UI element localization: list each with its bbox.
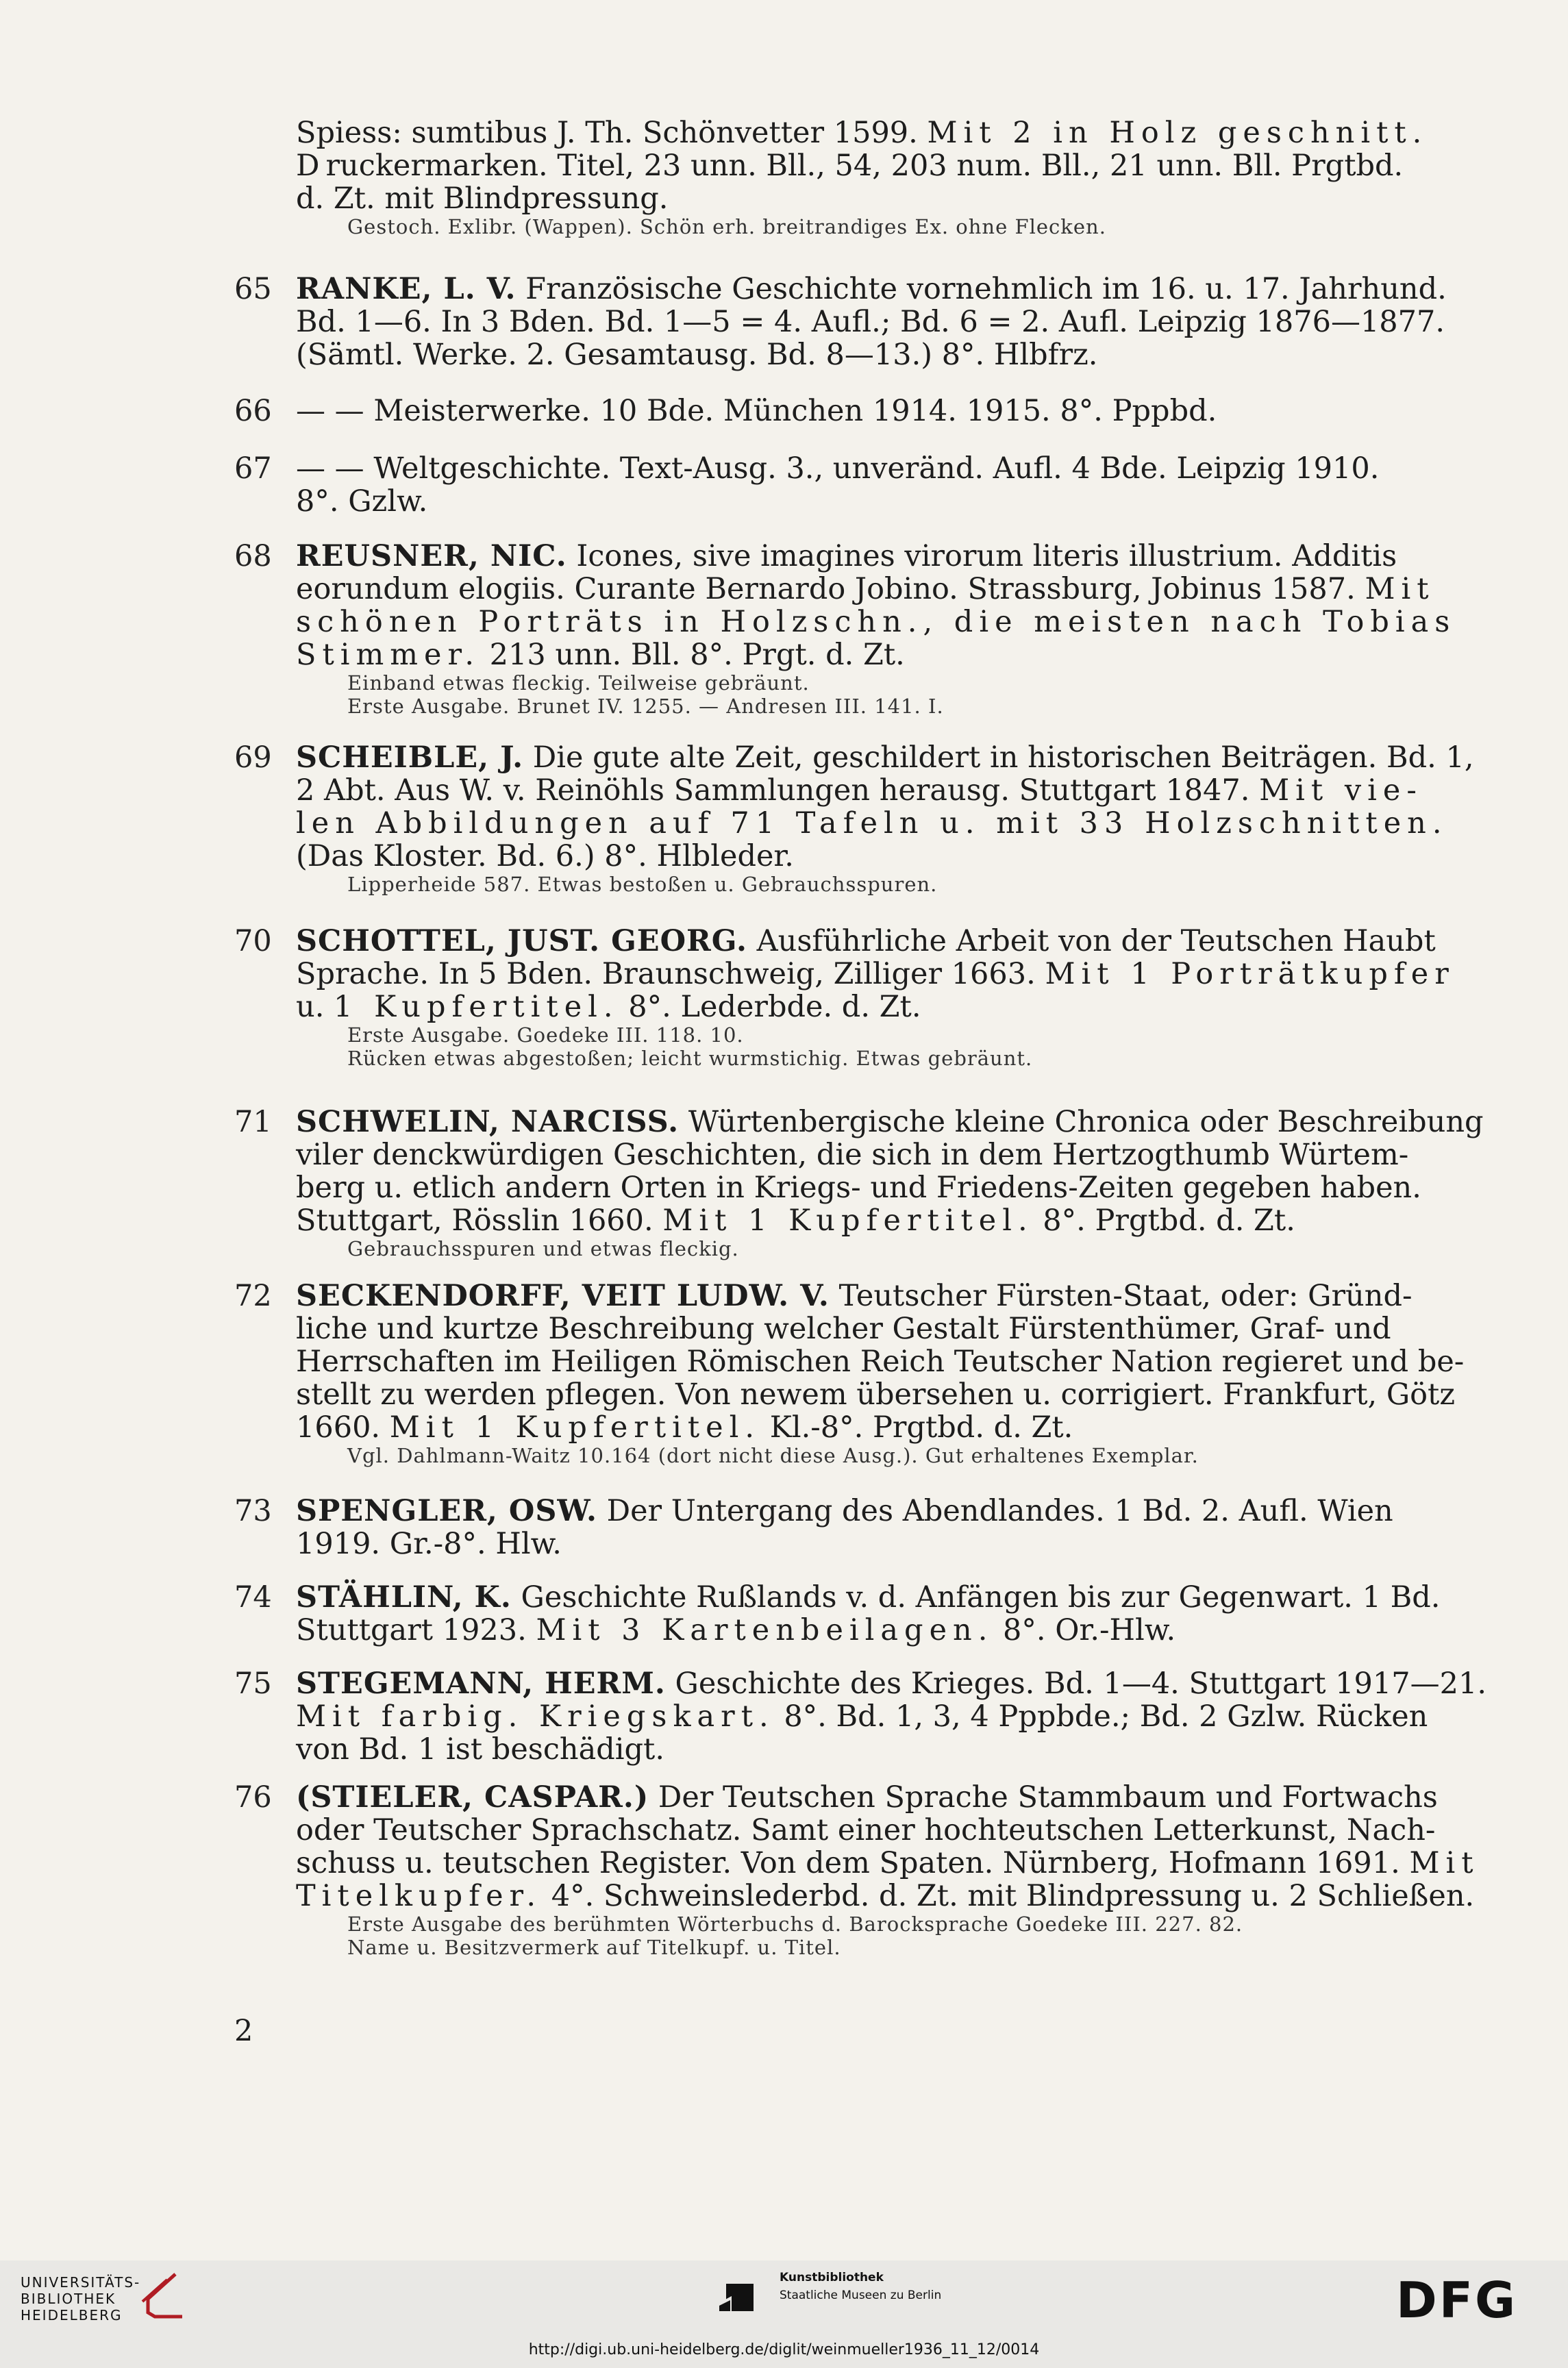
entry-71 bbox=[296, 1105, 1484, 1260]
entry-text: Sprache. In 5 Bden. Braunschweig, Zilliger 1663. bbox=[296, 957, 1036, 991]
entry-text: Teutscher Fürsten-Staat, oder: Gründ- bbox=[829, 1279, 1413, 1313]
entry-note: Name u. Besitzvermerk auf Titelkupf. u. Titel. bbox=[347, 1936, 841, 1959]
entry-text: Der Teutschen Sprache Stammbaum und Fortwachs bbox=[649, 1780, 1438, 1815]
entry-note: Rücken etwas abgestoßen; leicht wurmstichig. Etwas gebräunt. bbox=[347, 1047, 1033, 1070]
entry-text: 8°. Prgtbd. d. Zt. bbox=[1033, 1204, 1295, 1238]
entry-text: Geschichte Rußlands v. d. Anfängen bis zur Gegenwart. 1 Bd. bbox=[511, 1580, 1441, 1615]
entry-note: Lipperheide 587. Etwas bestoßen u. Gebrauchsspuren. bbox=[347, 873, 938, 896]
entry-note: Vgl. Dahlmann-Waitz 10.164 (dort nicht diese Ausg.). Gut erhaltenes Exemplar. bbox=[347, 1444, 1199, 1467]
entry-author: RANKE, L. V. bbox=[296, 272, 517, 306]
entry-author: REUSNER, NIC. bbox=[296, 539, 567, 573]
entry-spaced: Mit 1 Kupfertitel. bbox=[389, 1410, 761, 1445]
entry-author: SCHOTTEL, JUST. GEORG. bbox=[296, 924, 747, 958]
entry-number: 65 bbox=[234, 272, 272, 306]
ub-logo-line: BIBLIOTHEK bbox=[21, 2291, 116, 2307]
ub-heidelberg-mark-icon bbox=[134, 2271, 186, 2319]
entry-number: 70 bbox=[234, 924, 272, 958]
entry-spaced: Mit vie- bbox=[1259, 773, 1423, 808]
entry-text: (Sämtl. Werke. 2. Gesamtausg. Bd. 8—13.) 8°. Hlbfrz. bbox=[296, 338, 1098, 372]
entry-text: eorundum elogiis. Curante Bernardo Jobino. Strassburg, Jobinus 1587. bbox=[296, 572, 1356, 606]
entry-author: SCHWELIN, NARCISS. bbox=[296, 1105, 680, 1139]
intro-d-prefix: D bbox=[296, 149, 326, 183]
entry-spaced: Stimmer. bbox=[296, 638, 480, 672]
entry-text: Bd. 1—6. In 3 Bden. Bd. 1—5 = 4. Aufl.; Bd. 6 = 2. Aufl. Leipzig 1876—1877. bbox=[296, 305, 1445, 339]
entry-70 bbox=[296, 924, 1455, 1070]
entry-74 bbox=[296, 1580, 1441, 1647]
entry-text: Herrschaften im Heiligen Römischen Reich Teutscher Nation regieret und be- bbox=[296, 1345, 1465, 1379]
entry-text: berg u. etlich andern Orten in Kriegs- und Friedens-Zeiten gegeben haben. bbox=[296, 1171, 1421, 1205]
entry-text: — — Meisterwerke. 10 Bde. München 1914. 1915. 8°. Pppbd. bbox=[296, 394, 1217, 428]
entry-number: 68 bbox=[234, 539, 272, 573]
source-url-link[interactable]: http://digi.ub.uni-heidelberg.de/diglit/weinmueller1936_11_12/0014 bbox=[528, 2341, 1040, 2358]
entry-text: Der Untergang des Abendlandes. 1 Bd. 2. Aufl. Wien bbox=[597, 1494, 1393, 1528]
entry-spaced: schönen Porträts in Holzschn., die meisten nach Tobias bbox=[296, 605, 1456, 639]
entry-text: oder Teutscher Sprachschatz. Samt einer hochteutschen Letterkunst, Nach- bbox=[296, 1813, 1436, 1847]
entry-text: 8°. Gzlw. bbox=[296, 484, 428, 519]
entry-text: 213 unn. Bll. 8°. Prgt. d. Zt. bbox=[480, 638, 905, 672]
entry-text: u. bbox=[296, 990, 325, 1024]
dfg-logo[interactable]: DFG bbox=[1396, 2271, 1518, 2329]
entry-author: STÄHLIN, K. bbox=[296, 1580, 512, 1615]
entry-68 bbox=[296, 539, 1456, 718]
page-number: 2 bbox=[234, 2014, 253, 2048]
intro-note: Gestoch. Exlibr. (Wappen). Schön erh. breitrandiges Ex. ohne Flecken. bbox=[347, 215, 1106, 238]
entry-69 bbox=[296, 740, 1474, 896]
entry-note: Einband etwas fleckig. Teilweise gebräunt. bbox=[347, 671, 810, 695]
entry-67 bbox=[296, 452, 1413, 518]
entry-spaced: Mit farbig. Kriegskart. bbox=[296, 1699, 775, 1734]
entry-text: liche und kurtze Beschreibung welcher Gestalt Fürstenthümer, Graf- und bbox=[296, 1312, 1391, 1346]
entry-author: SPENGLER, OSW. bbox=[296, 1494, 597, 1528]
entry-text: 8°. Bd. 1, 3, 4 Pppbde.; Bd. 2 Gzlw. Rücken bbox=[774, 1699, 1428, 1734]
entry-text: Kl.-8°. Prgtbd. d. Zt. bbox=[760, 1410, 1073, 1445]
entry-spaced: Mit 1 Kupfertitel. bbox=[662, 1204, 1034, 1238]
entry-66 bbox=[296, 395, 1413, 427]
entry-spaced: 1 Kupfertitel. bbox=[334, 990, 619, 1024]
entry-number: 69 bbox=[234, 740, 272, 775]
entry-number: 67 bbox=[234, 451, 272, 486]
entry-text: Französische Geschichte vornehmlich im 16. u. 17. Jahrhund. bbox=[516, 272, 1447, 306]
entry-spaced: Mit bbox=[1409, 1846, 1480, 1880]
entry-text: Icones, sive imagines virorum literis illustrium. Additis bbox=[567, 539, 1397, 573]
entry-note: Gebrauchsspuren und etwas fleckig. bbox=[347, 1237, 739, 1260]
entry-spaced: Mit 3 Kartenbeilagen. bbox=[536, 1613, 994, 1647]
entry-number: 72 bbox=[234, 1279, 272, 1313]
entry-spaced: len Abbildungen auf 71 Tafeln u. mit 33 Holzschnitten. bbox=[296, 806, 1448, 840]
ub-heidelberg-logo[interactable] bbox=[21, 2274, 140, 2323]
entry-text: (Das Kloster. Bd. 6.) 8°. Hlbleder. bbox=[296, 839, 794, 873]
entry-note: Erste Ausgabe des berühmten Wörterbuchs d. Barocksprache Goedeke III. 227. 82. bbox=[347, 1912, 1243, 1936]
entry-number: 71 bbox=[234, 1105, 272, 1139]
entry-spaced: Titelkupfer. bbox=[296, 1879, 543, 1913]
entry-text: viler denckwürdigen Geschichten, die sich in dem Hertzogthumb Würtem- bbox=[296, 1138, 1409, 1172]
entry-text: Stuttgart, Rösslin 1660. bbox=[296, 1204, 654, 1238]
entry-text: 1660. bbox=[296, 1410, 381, 1445]
entry-text: 8°. Lederbde. d. Zt. bbox=[619, 990, 921, 1024]
entry-text: Geschichte des Krieges. Bd. 1—4. Stuttgart 1917—21. bbox=[665, 1667, 1486, 1701]
entry-73 bbox=[296, 1495, 1413, 1560]
entry-text: stellt zu werden pflegen. Von newem übersehen u. corrigiert. Frankfurt, Götz bbox=[296, 1378, 1455, 1412]
entry-text: von Bd. 1 ist beschädigt. bbox=[296, 1732, 665, 1767]
intro-line: Spiess: sumtibus J. Th. Schönvetter 1599. bbox=[296, 116, 918, 150]
entry-text: Würtenbergische kleine Chronica oder Beschreibung bbox=[679, 1105, 1484, 1139]
ub-logo-line: UNIVERSITÄTS- bbox=[21, 2274, 141, 2291]
intro-block bbox=[296, 116, 1428, 238]
entry-author: SCHEIBLE, J. bbox=[296, 740, 524, 775]
entry-75 bbox=[296, 1667, 1486, 1767]
entry-number: 66 bbox=[234, 394, 272, 428]
kunstbibliothek-icon bbox=[717, 2284, 764, 2314]
entry-number: 76 bbox=[234, 1780, 272, 1815]
entry-number: 74 bbox=[234, 1580, 272, 1615]
entry-note: Erste Ausgabe. Goedeke III. 118. 10. bbox=[347, 1023, 744, 1047]
kb-subtitle: Staatliche Museen zu Berlin bbox=[780, 2289, 942, 2302]
kb-title: Kunstbibliothek bbox=[780, 2271, 884, 2284]
entry-text: Ausführliche Arbeit von der Teutschen Haubt bbox=[747, 924, 1436, 958]
entry-number: 73 bbox=[234, 1494, 272, 1528]
entry-author: SECKENDORFF, VEIT LUDW. V. bbox=[296, 1279, 830, 1313]
entry-text: schuss u. teutschen Register. Von dem Spaten. Nürnberg, Hofmann 1691. bbox=[296, 1846, 1400, 1880]
intro-line: ruckermarken. Titel, 23 unn. Bll., 54, 203 num. Bll., 21 unn. Bll. Prgtbd. bbox=[325, 149, 1404, 183]
entry-number: 75 bbox=[234, 1667, 272, 1701]
entry-spaced: Mit bbox=[1365, 572, 1435, 606]
entry-author: STEGEMANN, HERM. bbox=[296, 1667, 666, 1701]
entry-text: 2 Abt. Aus W. v. Reinöhls Sammlungen herausg. Stuttgart 1847. bbox=[296, 773, 1250, 808]
entry-72 bbox=[296, 1279, 1465, 1467]
entry-spaced: Mit 1 Porträtkupfer bbox=[1045, 957, 1455, 991]
entry-text: 1919. Gr.-8°. Hlw. bbox=[296, 1527, 562, 1561]
entry-76 bbox=[296, 1780, 1480, 1959]
entry-65 bbox=[296, 272, 1447, 372]
entry-text: 8°. Or.-Hlw. bbox=[993, 1613, 1176, 1647]
entry-text: Stuttgart 1923. bbox=[296, 1613, 527, 1647]
entry-note: Erste Ausgabe. Brunet IV. 1255. — Andresen III. 141. I. bbox=[347, 695, 944, 718]
entry-author: (STIELER, CASPAR.) bbox=[296, 1780, 649, 1815]
entry-text: Die gute alte Zeit, geschildert in historischen Beiträgen. Bd. 1, bbox=[523, 740, 1474, 775]
intro-line: d. Zt. mit Blindpressung. bbox=[296, 182, 669, 216]
ub-logo-line: HEIDELBERG bbox=[21, 2307, 123, 2323]
intro-spaced: Mit 2 in Holz geschnitt. bbox=[927, 116, 1428, 150]
entry-text: — — Weltgeschichte. Text-Ausg. 3., unveränd. Aufl. 4 Bde. Leipzig 1910. bbox=[296, 451, 1380, 486]
entry-text: 4°. Schweinslederbd. d. Zt. mit Blindpressung u. 2 Schließen. bbox=[542, 1879, 1475, 1913]
